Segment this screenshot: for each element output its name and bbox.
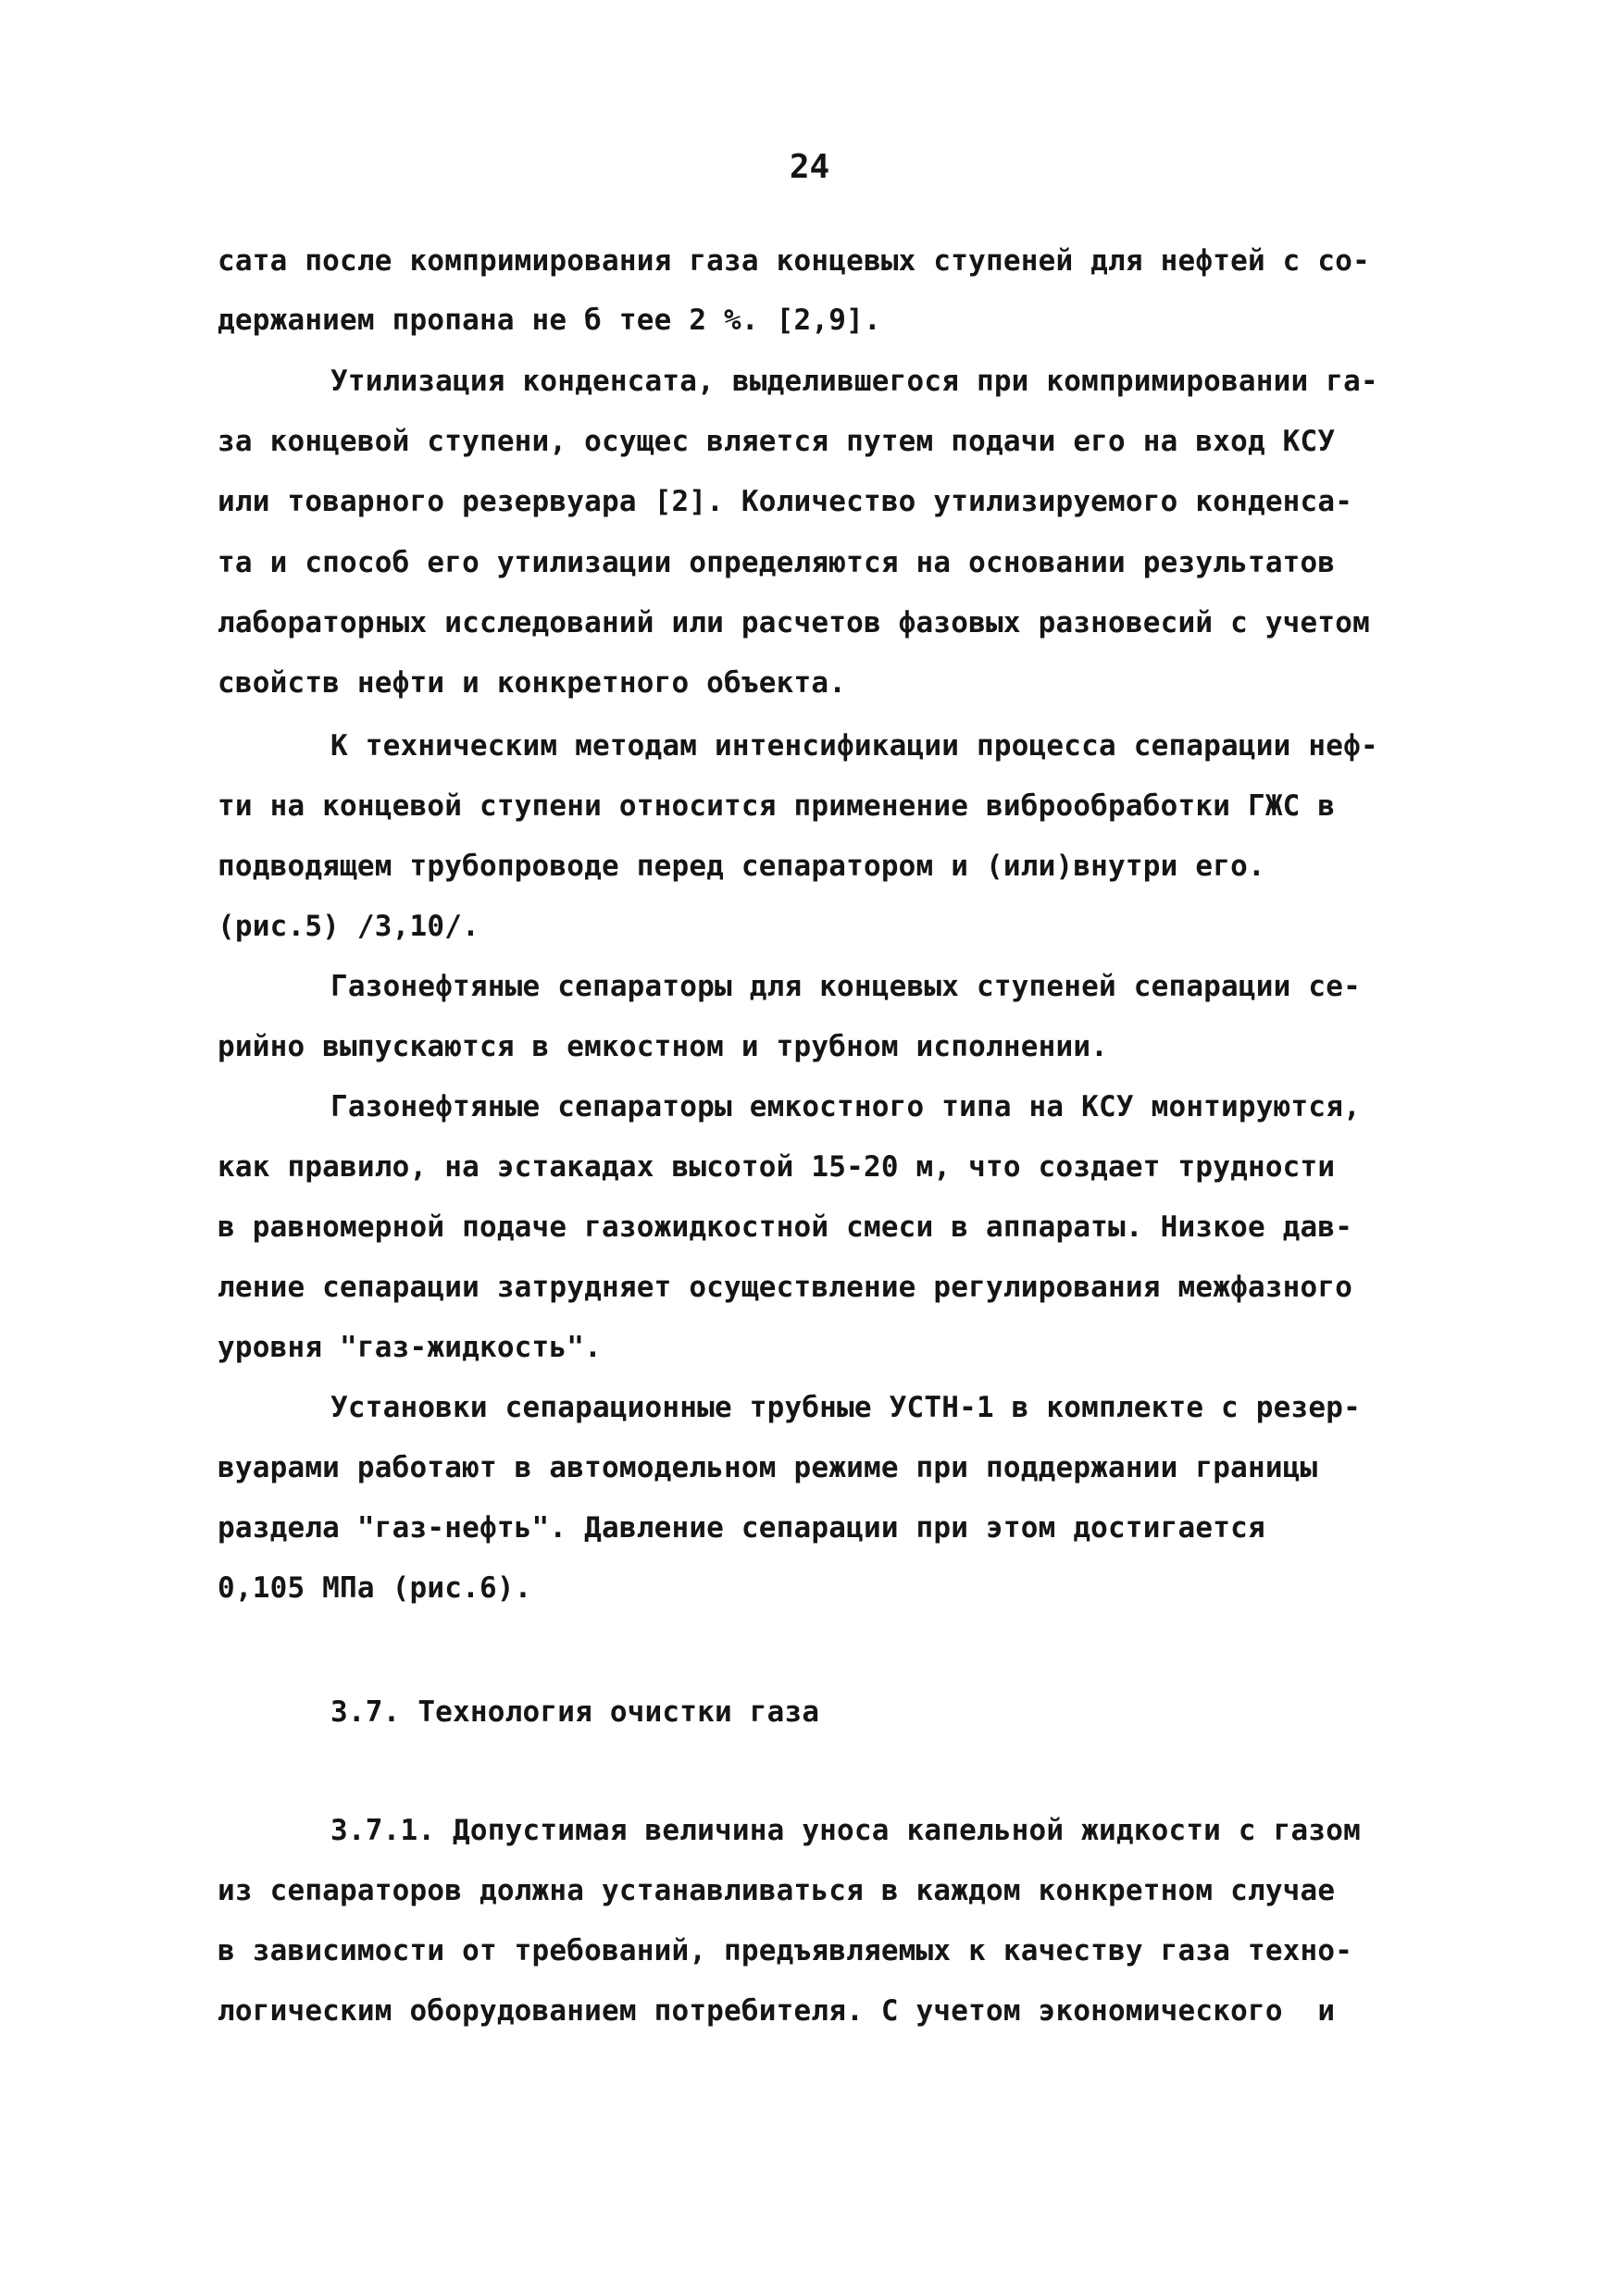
- text-line: из сепараторов должна устанавливаться в каждом конкретном случае: [218, 1874, 1336, 1907]
- text-line: подводящем трубопроводе перед сепаратором и (или)внутри его.: [218, 850, 1265, 883]
- text-line: 0,105 МПа (рис.6).: [218, 1571, 532, 1605]
- text-line: рийно выпускаются в емкостном и трубном исполнении.: [218, 1030, 1109, 1063]
- text-line: раздела "газ-нефть". Давление сепарации при этом достигается: [218, 1511, 1265, 1545]
- text-line: свойств нефти и конкретного объекта.: [218, 666, 847, 700]
- section-heading: 3.7. Технология очистки газа: [330, 1695, 820, 1729]
- text-line: ление сепарации затрудняет осуществление регулирования межфазного: [218, 1271, 1353, 1304]
- text-line: вуарами работают в автомодельном режиме при поддержании границы: [218, 1451, 1318, 1484]
- text-line: как правило, на эстакадах высотой 15-20 м, что создает трудности: [218, 1150, 1336, 1184]
- text-line: уровня "газ-жидкость".: [218, 1331, 602, 1364]
- text-line: (рис.5) /3,10/.: [218, 910, 479, 943]
- text-line: в зависимости от требований, предъявляемых к качеству газа техно-: [218, 1934, 1353, 1967]
- page-number: 24: [789, 148, 830, 186]
- text-line: Утилизация конденсата, выделившегося при компримировании га-: [330, 365, 1378, 398]
- text-line: держанием пропана не б тее 2 %. [2,9].: [218, 304, 881, 337]
- text-line: за концевой ступени, осущес вляется путем подачи его на вход КСУ: [218, 425, 1336, 458]
- text-line: Установки сепарационные трубные УСТН-1 в комплекте с резер-: [330, 1391, 1361, 1424]
- text-line: сата после компримирования газа концевых ступеней для нефтей с со-: [218, 244, 1370, 278]
- text-line: ти на концевой ступени относится применение виброобработки ГЖС в: [218, 789, 1336, 823]
- text-line: или товарного резервуара [2]. Количество утилизируемого конденса-: [218, 485, 1353, 518]
- text-line: Газонефтяные сепараторы для концевых ступеней сепарации се-: [330, 970, 1361, 1003]
- text-line: логическим оборудованием потребителя. С учетом экономического и: [218, 1994, 1336, 2028]
- text-line: Газонефтяные сепараторы емкостного типа на КСУ монтируются,: [330, 1090, 1361, 1123]
- text-line: К техническим методам интенсификации процесса сепарации неф-: [330, 729, 1378, 763]
- text-line: лабораторных исследований или расчетов фазовых разновесий с учетом: [218, 606, 1370, 639]
- text-line: та и способ его утилизации определяются на основании результатов: [218, 546, 1336, 579]
- text-line: 3.7.1. Допустимая величина уноса капельной жидкости с газом: [330, 1814, 1361, 1847]
- text-line: в равномерной подаче газожидкостной смеси в аппараты. Низкое дав-: [218, 1210, 1353, 1244]
